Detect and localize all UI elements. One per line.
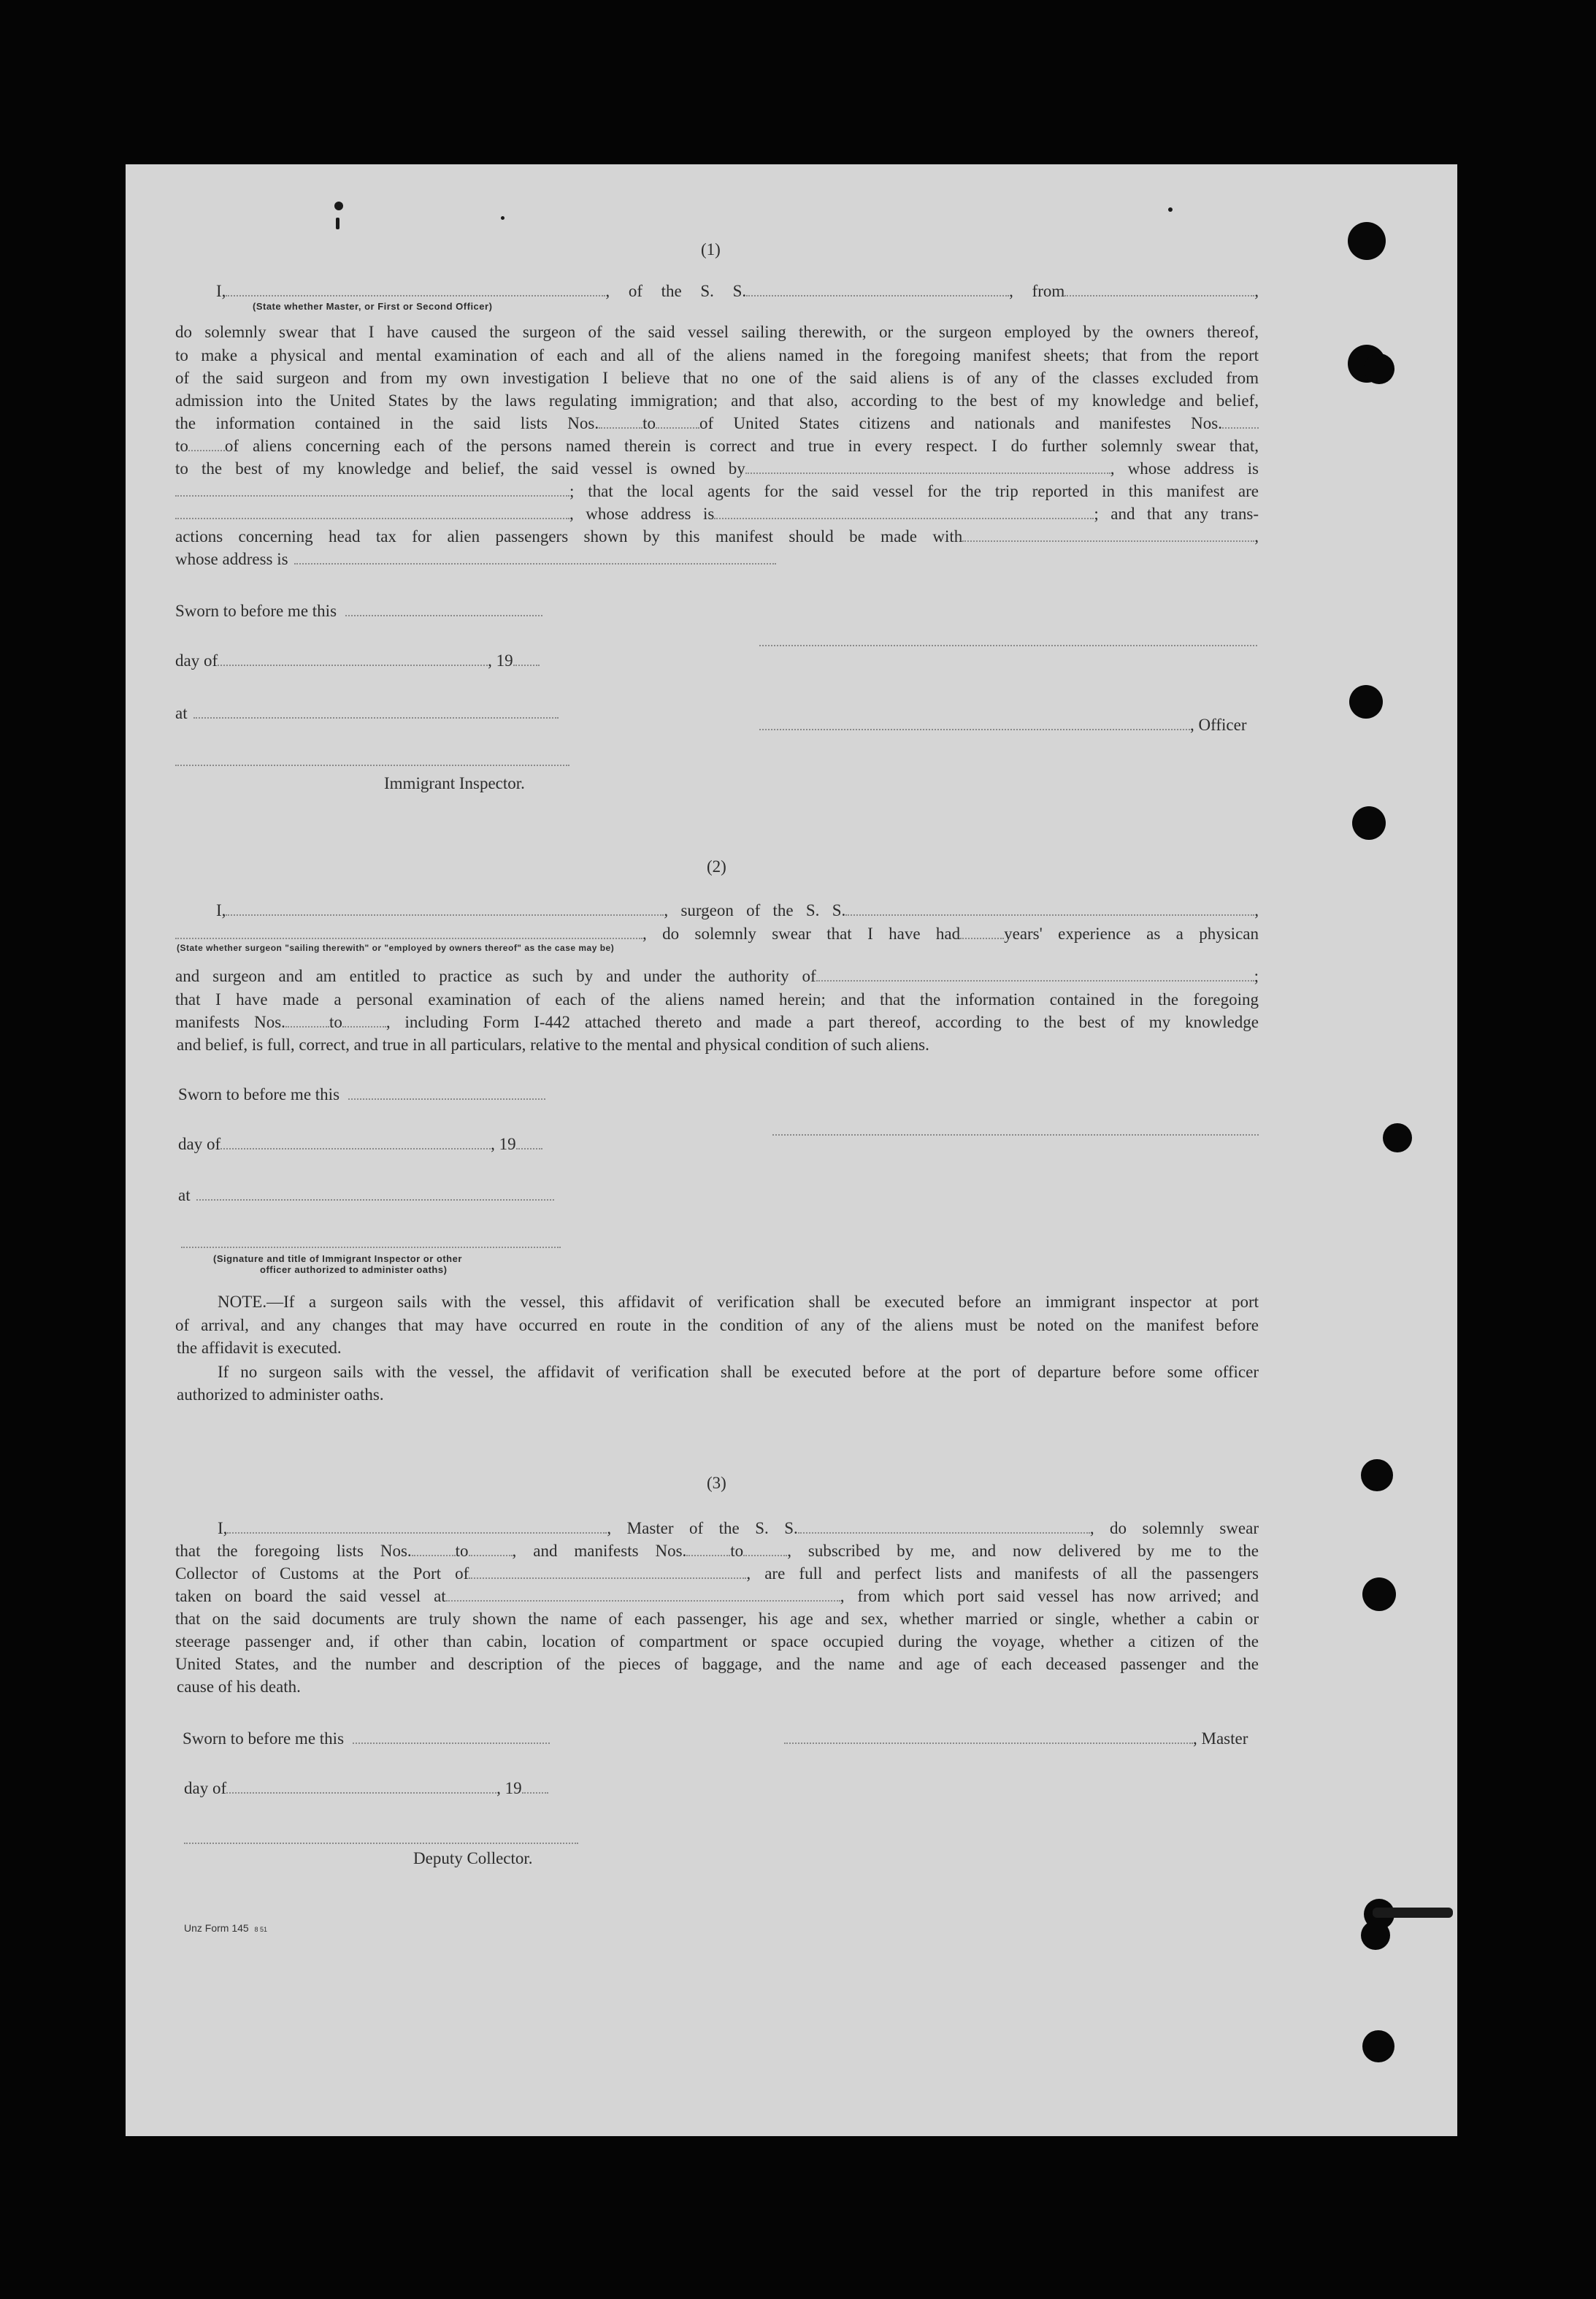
s2-l5b: to: [329, 1013, 342, 1031]
blank-s2-manifest-to[interactable]: [342, 1016, 386, 1028]
s1-l12: whose address is: [175, 550, 288, 568]
s3-l1c: , do solemnly swear: [1089, 1519, 1259, 1537]
punch-hole: [1361, 1459, 1393, 1491]
s2-note-1: [175, 1291, 1259, 1313]
section2-heading: (2): [707, 857, 726, 876]
blank-list-from[interactable]: [599, 417, 642, 429]
punch-hole: [1361, 1921, 1390, 1950]
s2-line4: that I have made a personal examination of each of the aliens named herein; and that the information contained in the foregoing: [175, 990, 1259, 1009]
blank-s2-at-place[interactable]: [196, 1189, 554, 1201]
s1-l10a: , whose address is: [569, 505, 715, 523]
blank-s3-day-month[interactable]: [226, 1782, 496, 1794]
s1-dayof: [175, 650, 540, 672]
s1-l6a: the information contained in the said lists Nos.: [175, 414, 599, 432]
s1-officer-label: , Officer: [1190, 716, 1247, 734]
s1-line2: do solemnly swear that I have caused the surgeon of the said vessel sailing therewith, or the surgeon employed by the owners thereof,: [175, 323, 1259, 341]
s1-l10b: ; and that any trans-: [1094, 505, 1259, 523]
ink-speck: [334, 202, 343, 210]
section3-heading: (3): [707, 1474, 726, 1492]
s2-sworn: [178, 1084, 545, 1106]
blank-master-signature[interactable]: [784, 1732, 1193, 1744]
s2-year-label: , 19: [491, 1135, 516, 1153]
s2-note-1-text: NOTE.—If a surgeon sails with the vessel, this affidavit of verification shall be executed before an immigrant inspector at port: [218, 1293, 1259, 1311]
s2-l3a: and surgeon and am entitled to practice as such by and under the authority of: [175, 967, 816, 985]
s3-year-label: , 19: [496, 1779, 522, 1797]
s2-note-2: of arrival, and any changes that may have occurred en route in the condition of any of the aliens must be noted on the manifest before: [175, 1316, 1259, 1334]
ink-speck: [336, 218, 339, 229]
s2-l1c: ,: [1254, 901, 1259, 919]
s1-line9: [175, 481, 1259, 502]
blank-officer-signature[interactable]: [759, 719, 1190, 730]
blank-s2-year[interactable]: [516, 1138, 542, 1150]
punch-hole: [1364, 353, 1394, 384]
s1-at-label: at: [175, 704, 188, 722]
s2-line6: and belief, is full, correct, and true in all particulars, relative to the mental and physical condition of such aliens.: [177, 1036, 929, 1054]
blank-s3-sworn-date[interactable]: [353, 1732, 550, 1744]
s2-l2b: years' experience as a physican: [1004, 925, 1259, 943]
s2-at: [178, 1185, 554, 1206]
s3-sworn: [183, 1728, 550, 1750]
s3-l3a: Collector of Customs at the Port of: [175, 1564, 469, 1583]
punch-hole: [1362, 1577, 1396, 1611]
s2-at-label: at: [178, 1186, 191, 1204]
blank-agents[interactable]: [175, 508, 569, 519]
s1-l8b: , whose address is: [1110, 459, 1259, 478]
s2-sub-note: (State whether surgeon "sailing therewith" or "employed by owners thereof" as the case may be): [177, 943, 615, 953]
s2-note-3: the affidavit is executed.: [177, 1339, 342, 1357]
blank-year[interactable]: [513, 654, 540, 666]
s2-l3b: ;: [1254, 967, 1259, 985]
ink-speck: [1168, 207, 1173, 212]
blank-authority[interactable]: [816, 970, 1254, 982]
s1-dayof-label: day of: [175, 651, 218, 670]
s1-l1d: ,: [1254, 282, 1259, 300]
s2-note-4-text: If no surgeon sails with the vessel, the affidavit of verification shall be executed before at the port of departure before some officer: [218, 1363, 1259, 1381]
punch-hole: [1362, 2030, 1394, 2062]
blank-manifest-to[interactable]: [188, 440, 225, 451]
s1-l11a: actions concerning head tax for alien passengers shown by this manifest should be made with: [175, 527, 963, 546]
blank-at-place[interactable]: [193, 707, 559, 719]
s1-line4: of the said surgeon and from my own investigation I believe that no one of the said aliens is of any of the classes excluded from: [175, 369, 1259, 387]
s3-line4: [175, 1585, 1259, 1607]
s1-l1c: , from: [1009, 282, 1065, 300]
blank-s2-vessel[interactable]: [845, 904, 1254, 916]
blank-s3-year[interactable]: [522, 1782, 548, 1794]
blank-day-month[interactable]: [218, 654, 488, 666]
s1-signature-line[interactable]: [759, 644, 1257, 646]
s3-dayof: [184, 1778, 548, 1799]
s3-dayof-label: day of: [184, 1779, 227, 1797]
s3-l2d: to: [730, 1542, 744, 1560]
s3-l2b: to: [455, 1542, 469, 1560]
s1-l6c: of United States citizens and nationals and manifestes Nos.: [699, 414, 1222, 432]
s2-l2a: , do solemnly swear that I have had: [642, 925, 961, 943]
s2-note-5: authorized to administer oaths.: [177, 1385, 384, 1404]
s1-line10: [175, 503, 1259, 525]
blank-boarded-at[interactable]: [446, 1590, 840, 1602]
s1-inspector: Immigrant Inspector.: [384, 774, 525, 792]
s3-sworn-label: Sworn to before me this: [183, 1729, 345, 1748]
blank-s3-manifest-to[interactable]: [743, 1545, 787, 1556]
s3-line8: cause of his death.: [177, 1678, 301, 1696]
punch-hole: [1349, 685, 1383, 719]
blank-owner-address[interactable]: [175, 485, 569, 497]
s2-dayof: [178, 1133, 542, 1155]
s3-line6: steerage passenger and, if other than cabin, location of compartment or space occupied during the voyage, whether a citizen of the: [175, 1632, 1259, 1650]
s3-l2e: , subscribed by me, and now delivered by me to the: [787, 1542, 1259, 1560]
s2-line2: [175, 923, 1259, 945]
form-number: [184, 1922, 267, 1934]
s1-l6b: to: [642, 414, 656, 432]
s2-l5a: manifests Nos.: [175, 1013, 285, 1031]
s3-line7: United States, and the number and description of the pieces of baggage, and the name and age of each deceased passenger and the: [175, 1655, 1259, 1673]
s3-line5: that on the said documents are truly shown the name of each passenger, his age and sex, whether married or single, whether a cabin or: [175, 1610, 1259, 1628]
s3-l4a: taken on board the said vessel at: [175, 1587, 446, 1605]
s1-line6: [175, 413, 1259, 435]
s1-sub-note: (State whether Master, or First or Second Officer): [253, 301, 493, 312]
s1-sworn: [175, 600, 542, 622]
blank-owner[interactable]: [745, 462, 1110, 474]
s1-l11b: ,: [1254, 527, 1259, 546]
punch-hole: [1352, 806, 1386, 840]
blank-from-port[interactable]: [1064, 285, 1254, 297]
form-number-text: Unz Form 145: [184, 1922, 249, 1934]
s3-line3: [175, 1563, 1259, 1585]
blank-agents-address[interactable]: [714, 508, 1094, 519]
s2-l5c: , including Form I-442 attached thereto and made a part thereof, according to the best of my knowledge: [385, 1013, 1259, 1031]
blank-surgeon-status[interactable]: [175, 927, 642, 939]
s1-l9: ; that the local agents for the said vessel for the trip reported in this manifest are: [569, 482, 1259, 500]
blank-s3-manifest-from[interactable]: [686, 1545, 730, 1556]
s1-line11: [175, 526, 1259, 548]
s3-l2a: that the foregoing lists Nos.: [175, 1542, 412, 1560]
s2-l1a: I,: [216, 901, 226, 919]
s3-line1: [175, 1518, 1259, 1539]
blank-s3-list-to[interactable]: [469, 1545, 513, 1556]
s3-line2: [175, 1540, 1259, 1562]
blank-s2-sworn-date[interactable]: [348, 1088, 545, 1100]
s2-signature-line[interactable]: [772, 1133, 1259, 1136]
ink-speck: [1373, 1908, 1453, 1918]
blank-years[interactable]: [960, 927, 1004, 939]
s1-line12: [175, 548, 776, 570]
s2-l1b: , surgeon of the S. S.: [664, 901, 846, 919]
s2-line1: [175, 900, 1259, 922]
s1-line1: [175, 280, 1259, 302]
blank-officer-title[interactable]: [226, 285, 605, 297]
s1-line7: [175, 435, 1259, 457]
s2-sig-note-1: (Signature and title of Immigrant Inspector or other: [213, 1253, 462, 1264]
blank-surgeon-name[interactable]: [226, 904, 664, 916]
blank-list-to[interactable]: [656, 417, 699, 429]
blank-s2-manifest-from[interactable]: [285, 1016, 329, 1028]
blank-head-tax-address[interactable]: [294, 553, 776, 565]
blank-vessel-name[interactable]: [746, 285, 1009, 297]
s1-l8a: to the best of my knowledge and belief, the said vessel is owned by: [175, 459, 745, 478]
s3-l4b: , from which port said vessel has now arrived; and: [840, 1587, 1259, 1605]
s2-note-4: [175, 1361, 1259, 1383]
s2-sworn-label: Sworn to before me this: [178, 1085, 340, 1103]
blank-s3-list-from[interactable]: [412, 1545, 456, 1556]
s3-collector-line[interactable]: [184, 1842, 578, 1844]
s3-l1b: , Master of the S. S.: [607, 1519, 798, 1537]
s3-l1a: I,: [218, 1519, 228, 1537]
s1-line8: [175, 458, 1259, 480]
blank-head-tax-party[interactable]: [962, 530, 1254, 542]
s2-inspector-line[interactable]: [181, 1246, 561, 1248]
s2-line5: [175, 1011, 1259, 1033]
s3-master-label: , Master: [1193, 1729, 1248, 1748]
s1-officer: [759, 714, 1246, 736]
blank-manifest-from[interactable]: [1222, 417, 1259, 429]
s1-at: [175, 703, 559, 724]
s1-line5: admission into the United States by the laws regulating immigration; and that also, according to the best of my knowledge and belief,: [175, 391, 1259, 410]
s1-l7b: of aliens concerning each of the persons named therein is correct and true in every respect. I do further solemnly swear that,: [224, 437, 1259, 455]
punch-hole: [1383, 1123, 1412, 1152]
s3-l2c: , and manifests Nos.: [512, 1542, 687, 1560]
blank-port-of[interactable]: [469, 1567, 746, 1579]
blank-s3-vessel[interactable]: [798, 1522, 1090, 1534]
s2-dayof-label: day of: [178, 1135, 221, 1153]
blank-s2-day-month[interactable]: [220, 1138, 491, 1150]
s1-l1b: , of the S. S.: [605, 282, 747, 300]
section1-heading: (1): [701, 240, 721, 259]
s2-line3: [175, 965, 1259, 987]
s2-sig-note-2: officer authorized to administer oaths): [260, 1264, 448, 1275]
blank-sworn-date[interactable]: [345, 605, 542, 616]
form-code: 8 51: [254, 1926, 268, 1933]
punch-hole: [1348, 222, 1386, 260]
s1-l7a: to: [175, 437, 188, 455]
blank-master-name[interactable]: [227, 1522, 607, 1534]
s3-l3b: , are full and perfect lists and manifests of all the passengers: [746, 1564, 1259, 1583]
ink-speck: [501, 216, 504, 220]
s3-collector: Deputy Collector.: [413, 1849, 533, 1867]
s1-year-label: , 19: [488, 651, 513, 670]
s1-inspector-line[interactable]: [175, 764, 569, 766]
s3-master: [784, 1728, 1248, 1750]
s1-line3: to make a physical and mental examination of each and all of the aliens named in the foregoing manifest sheets; that from the report: [175, 346, 1259, 364]
s1-l1a: I,: [216, 282, 226, 300]
s1-sworn-label: Sworn to before me this: [175, 602, 337, 620]
